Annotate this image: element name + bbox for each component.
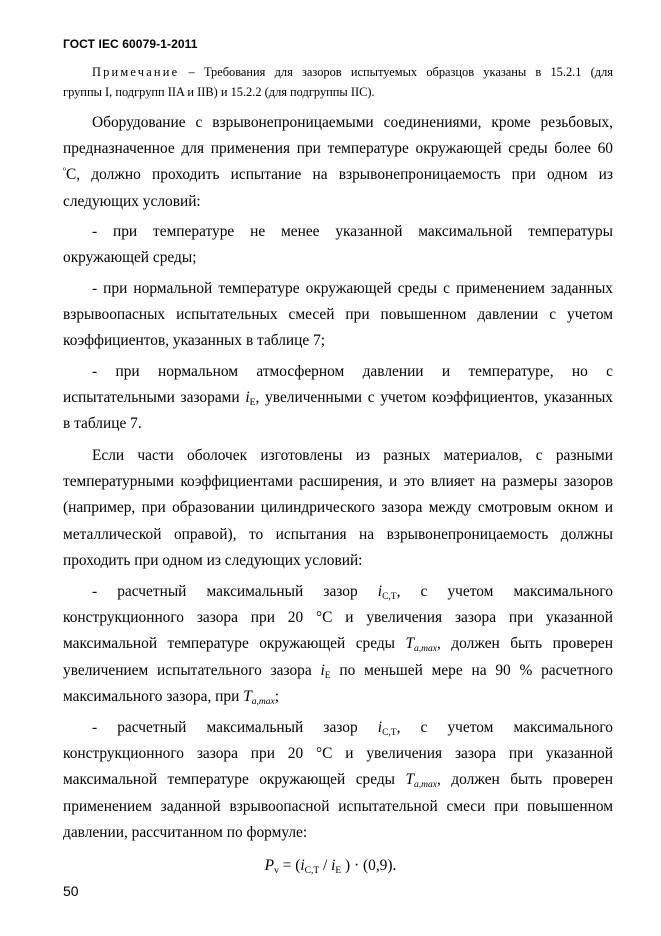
- paragraph-equipment: Оборудование с взрывонепроницаемыми соединениями, кроме резьбовых, предназначенное для применения при температуре окружающей среды более 60 $^º$С, должно проходить испытание на взрывонепроницаемость при одном из следующих условий:: [63, 114, 613, 210]
- note-line-2: группы I, подгрупп IIA и IIB) и 15.2.2 (для подгруппы IIC).: [63, 85, 375, 99]
- pressure-formula: $P_v = (i_{C,T} / i_E$ ) · (0,9).: [264, 857, 397, 876]
- list-item-atmospheric-pressure: - при нормальном атмосферном давлении и температуре, но с испытательными зазорами $i_E$, увеличенными с учетом коэффициентов, указанных в таблице 7.: [63, 363, 614, 433]
- note-label: Примечание: [92, 65, 180, 79]
- list-item-test-gap: - расчетный максимальный зазор $i_{C,T}$, с учетом максимального конструкционного зазора при 20 °С и увеличения зазора при указанной максимальной температуре окружающей среды $T_{a,max}$, должен быть проверен увеличением испытательного зазора $i_E$ по меньшей мере на 90 % расчетного максимального зазора, при $T_{a,max}$;: [63, 583, 614, 707]
- note-block: [63, 62, 613, 102]
- paragraph-materials: Если части оболочек изготовлены из разных материалов, с разными температурными коэффициентами расширения, и это влияет на размеры зазоров (например, при образовании цилиндрического зазора между смотровым окном и металлической оправой), то испытания на взрывонепроницаемость должны проходить при одном из следующих условий:: [63, 447, 613, 569]
- list-item-test-mixture: - расчетный максимальный зазор $i_{C,T}$, с учетом максимального конструкционного зазора при 20 °С и увеличения зазора при указанной максимальной температуре окружающей среды $T_{a,max}$, должен быть проверен применением заданной взрывоопасной испытательной смеси при повышенном давлении, рассчитанном по формуле:: [63, 719, 614, 841]
- document-header: ГОСТ IEC 60079-1-2011: [63, 37, 198, 51]
- note-line-1: Примечание – Требования для зазоров испытуемых образцов указаны в 15.2.1 (для: [92, 65, 613, 79]
- page-number: 50: [63, 883, 79, 899]
- list-item-normal-temperature: - при нормальной температуре окружающей среды с применением заданных взрывоопасных испытательных смесей при повышенном давлении с учетом коэффициентов, указанных в таблице 7;: [63, 280, 613, 350]
- list-item-max-temperature: - при температуре не менее указанной максимальной температуры окружающей среды;: [63, 223, 613, 267]
